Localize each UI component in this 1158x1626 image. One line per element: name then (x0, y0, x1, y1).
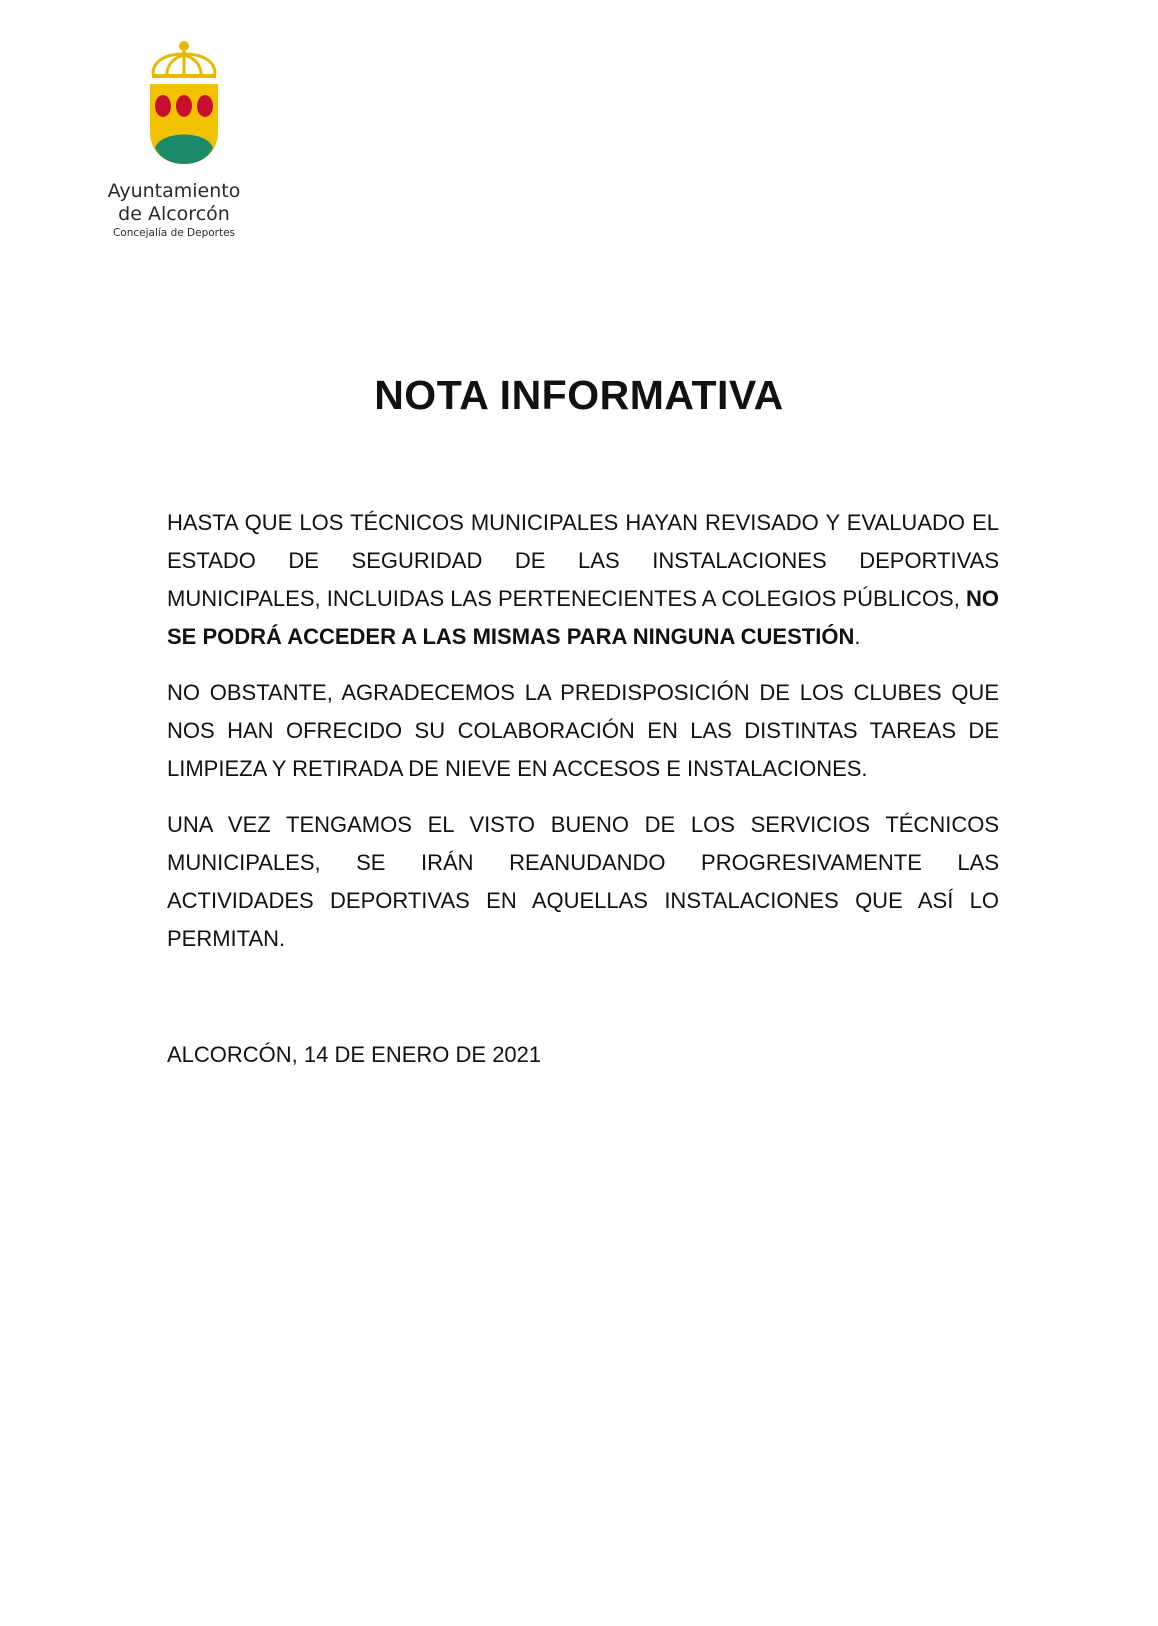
paragraph-1-text: HASTA QUE LOS TÉCNICOS MUNICIPALES HAYAN REVISADO Y EVALUADO EL ESTADO DE SEGURIDAD DE LAS INSTALACIONES DEPORTIVAS MUNICIPALES, INCLUIDAS LAS PERTENECIENTES A COLEGIOS PÚBLICOS, (167, 510, 999, 611)
paragraph-3: UNA VEZ TENGAMOS EL VISTO BUENO DE LOS SERVICIOS TÉCNICOS MUNICIPALES, SE IRÁN REANUDANDO PROGRESIVAMENTE LAS ACTIVIDADES DEPORTIVAS EN AQUELLAS INSTALACIONES QUE ASÍ LO PERMITAN. (167, 812, 999, 951)
paragraph-2: NO OBSTANTE, AGRADECEMOS LA PREDISPOSICIÓN DE LOS CLUBES QUE NOS HAN OFRECIDO SU COLABORACIÓN EN LAS DISTINTAS TAREAS DE LIMPIEZA Y RETIRADA DE NIEVE EN ACCESOS E INSTALACIONES. (167, 680, 999, 781)
document-title: NOTA INFORMATIVA (374, 372, 784, 418)
paragraph-1-bold: NO SE PODRÁ ACCEDER A LAS MISMAS PARA NINGUNA CUESTIÓN (167, 586, 999, 649)
paragraph-1 (167, 504, 999, 656)
organization-name-line1: Ayuntamiento (107, 180, 241, 202)
paragraph-1-end: . (854, 624, 861, 649)
coat-of-arms-icon (147, 40, 221, 170)
department-name: Concejalía de Deportes (112, 227, 236, 239)
organization-name-line2: de Alcorcón (118, 203, 230, 225)
logo-block (104, 40, 264, 239)
document-body (167, 504, 999, 976)
place-date: ALCORCÓN, 14 DE ENERO DE 2021 (167, 1042, 542, 1067)
